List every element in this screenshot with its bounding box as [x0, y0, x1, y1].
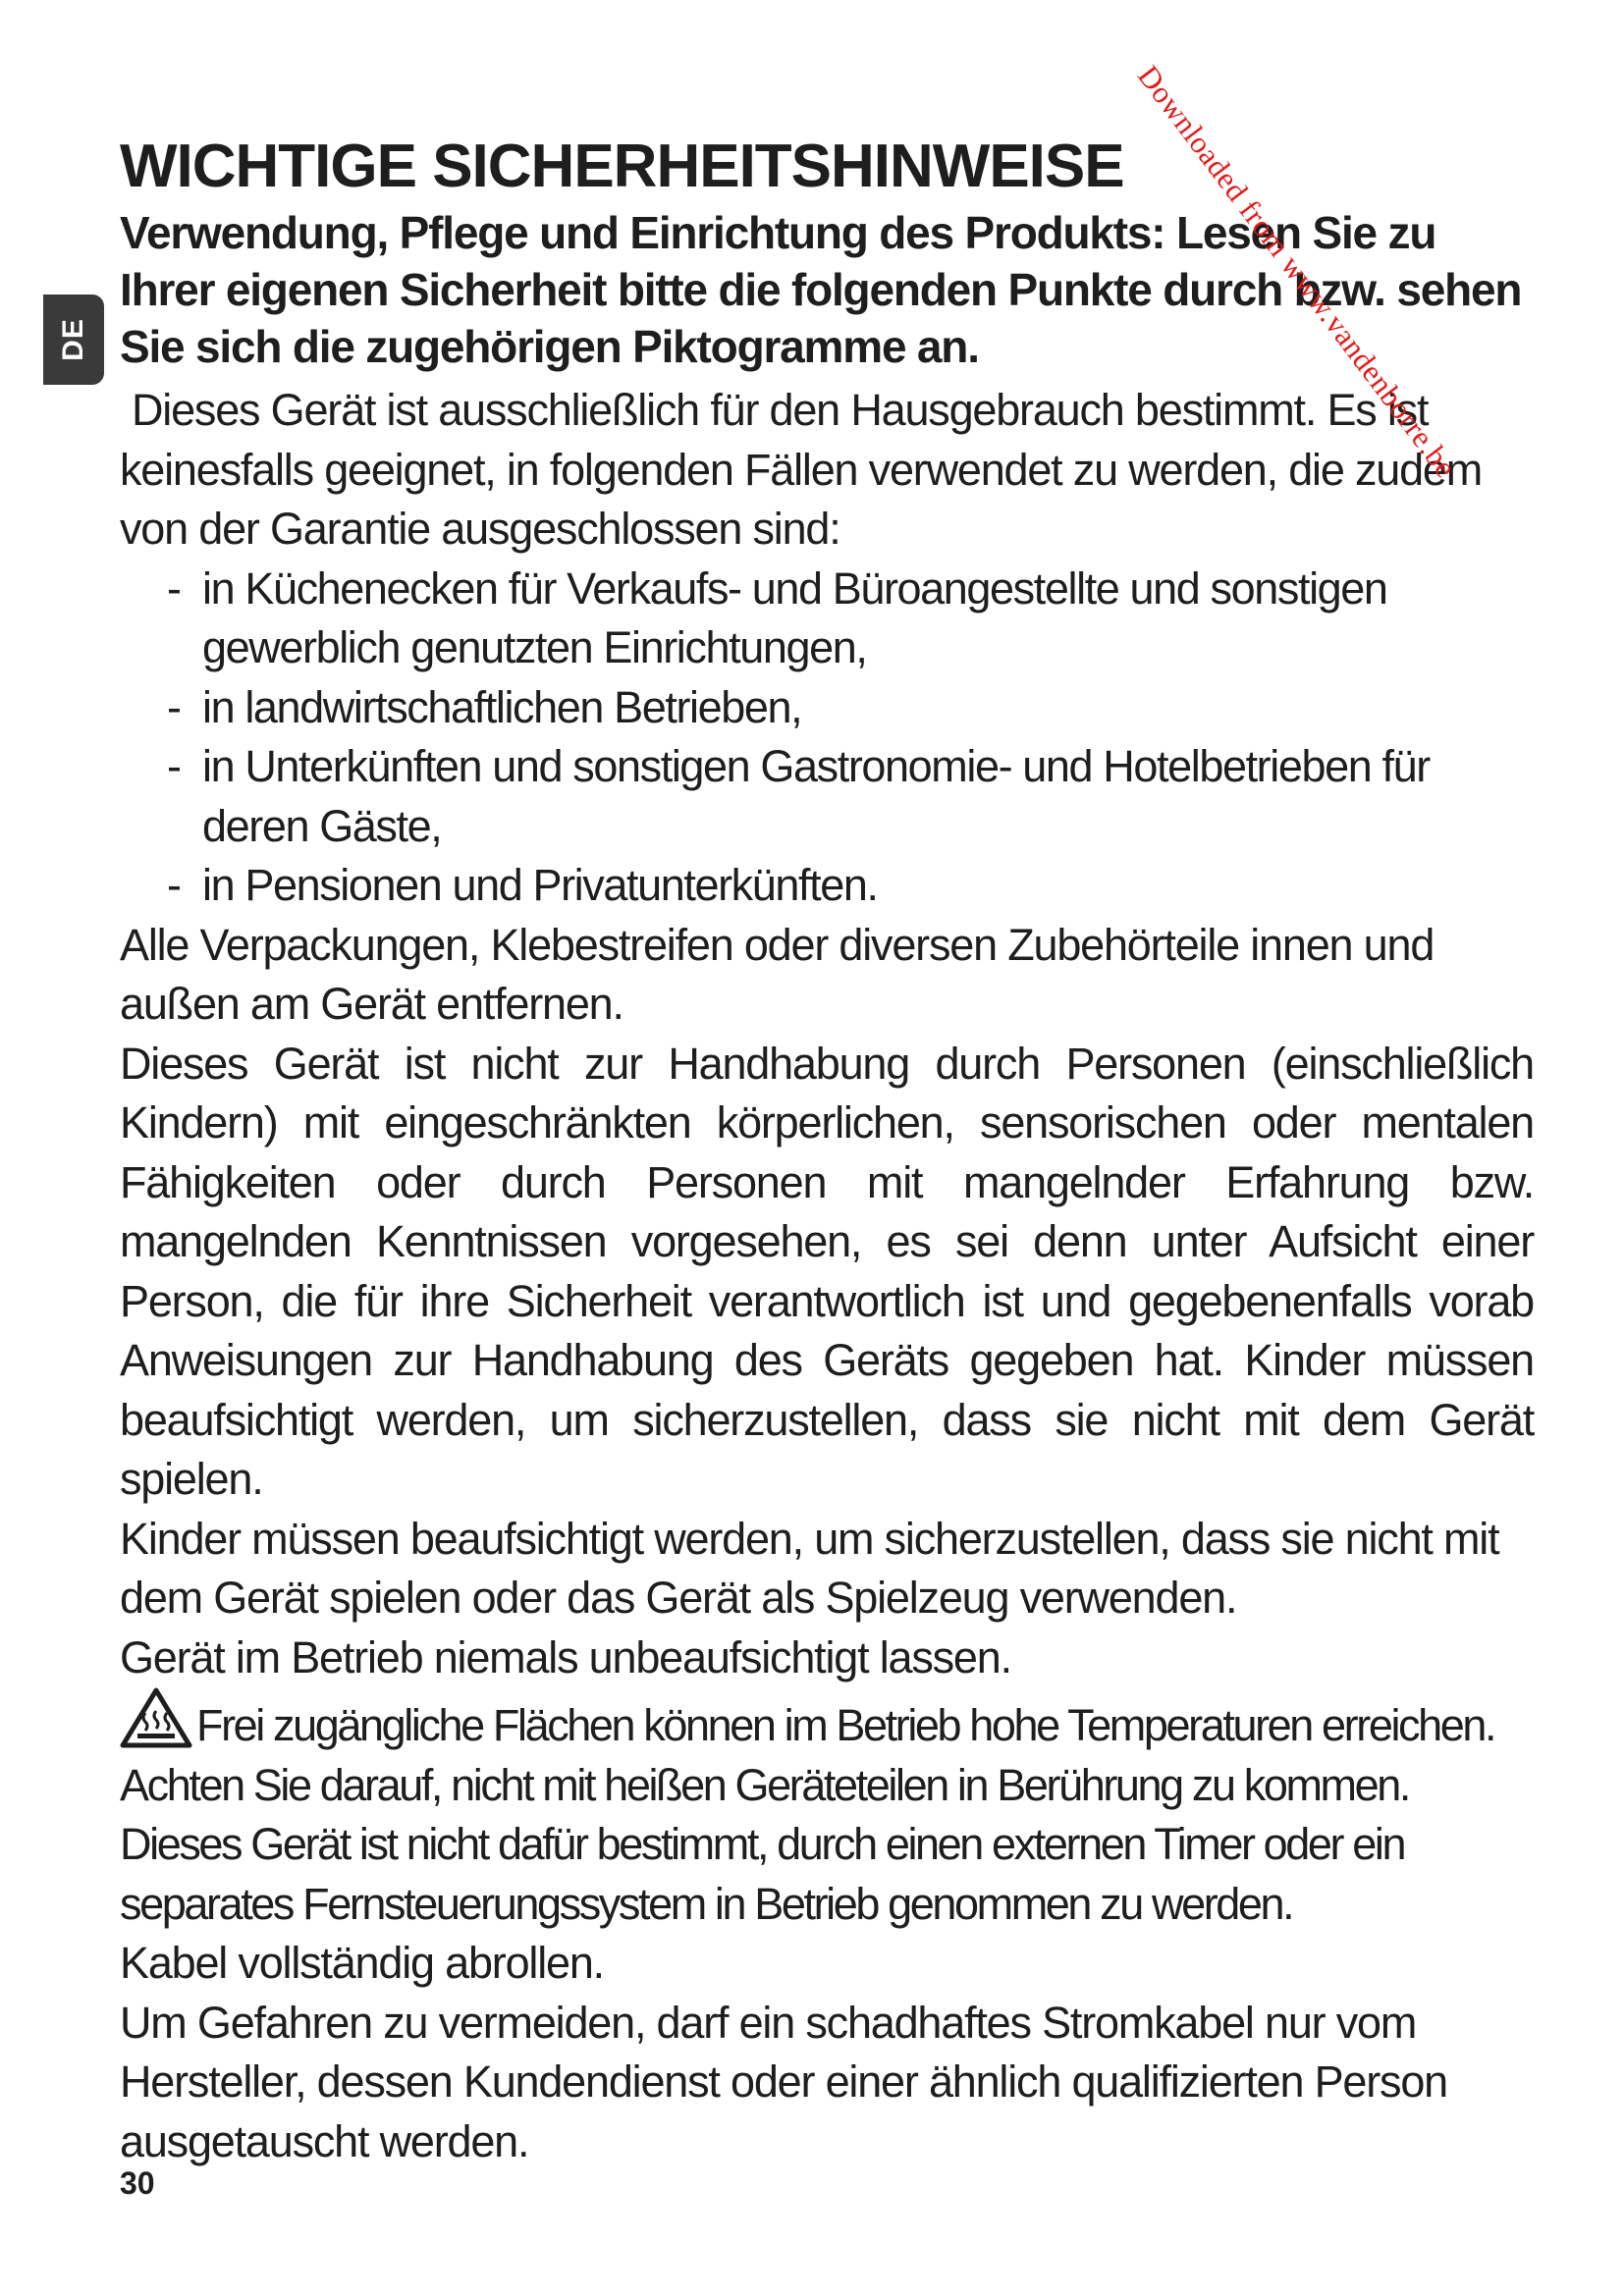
unattended-paragraph: Gerät im Betrieb niemals unbeaufsichtigt lassen.: [120, 1631, 1011, 1682]
language-tab-label: DE: [57, 318, 89, 361]
page-number: 30: [120, 2165, 155, 2201]
children-paragraph: Kinder müssen beaufsichtigt werden, um sicherzustellen, dass sie nicht mit dem Gerät spielen oder das Gerät als Spielzeug verwenden.: [120, 1513, 1499, 1623]
page-title: WICHTIGE SICHERHEITSHINWEISE: [120, 133, 1124, 200]
list-item-text: in Pensionen und Privatunterkünften.: [202, 860, 878, 910]
list-item: [120, 856, 1534, 916]
hot-surface-text: Frei zugängliche Flächen können im Betrieb hohe Temperaturen erreichen. Achten Sie darauf, nicht mit heißen Geräteteilen in Berührung zu kommen.: [120, 1700, 1495, 1810]
list-item-text: in Unterkünften und sonstigen Gastronomie- und Hotelbetrieben für deren Gäste,: [202, 741, 1430, 851]
list-item-text: in Küchenecken für Verkaufs- und Büroangestellte und sonstigen gewerblich genutzten Einrichtungen,: [202, 562, 1387, 672]
list-dash: -: [167, 562, 181, 614]
damaged-cable-paragraph: Um Gefahren zu vermeiden, darf ein schadhaftes Stromkabel nur vom Hersteller, dessen Kundendienst oder einer ähnlich qualifizierten Person ausgetauscht werden.: [120, 1997, 1447, 2166]
persons-paragraph: Dieses Gerät ist nicht zur Handhabung durch Personen (einschließlich Kindern) mit eingeschränkten körperlichen, sensorischen oder mentalen Fähigkeiten oder durch Personen mit mangelnder Erfahrung bzw. mangelnden Kenntnissen vorgesehen, es sei denn unter Aufsicht einer Person, die für ihre Sicherheit verantwortlich ist und gegebenenfalls vorab Anweisungen zur Handhabung des Geräts gegeben hat. Kinder müssen beaufsichtigt werden, um sicherzustellen, dass sie nicht mit dem Gerät spielen.: [120, 1038, 1534, 1504]
intro-paragraph: Dieses Gerät ist ausschließlich für den Hausgebrauch bestimmt. Es ist keinesfalls geeignet, in folgenden Fällen verwendet zu werden, die zudem von der Garantie ausgeschlossen sind:: [120, 385, 1483, 554]
safety-instructions: [120, 133, 1534, 2171]
list-dash: -: [167, 741, 181, 791]
hot-surface-warning-icon: [120, 1687, 192, 1748]
packaging-paragraph: Alle Verpackungen, Klebestreifen oder diversen Zubehörteile innen und außen am Gerät entfernen.: [120, 919, 1435, 1029]
list-item-text: in landwirtschaftlichen Betrieben,: [202, 681, 802, 732]
cable-paragraph: Kabel vollständig abrollen.: [120, 1938, 604, 1988]
list-item: [120, 678, 1534, 738]
list-item: [120, 737, 1534, 856]
list-item: [120, 560, 1534, 678]
hot-surface-paragraph: [120, 1687, 1534, 1815]
timer-paragraph: Dieses Gerät ist nicht dafür bestimmt, durch einen externen Timer oder ein separates Fernsteuerungssystem in Betrieb genommen zu werden.: [120, 1819, 1405, 1929]
exclusion-list: [120, 560, 1534, 916]
language-tab: [43, 294, 104, 385]
subtitle: Verwendung, Pflege und Einrichtung des Produkts: Lesen Sie zu Ihrer eigenen Sicherheit bitte die folgenden Punkte durch bzw. sehen Sie sich die zugehörigen Piktogramme an.: [120, 207, 1522, 372]
download-watermark: Downloaded from www.vandenborre.be: [1131, 59, 1464, 485]
list-dash: -: [167, 860, 181, 910]
list-dash: -: [167, 681, 181, 732]
